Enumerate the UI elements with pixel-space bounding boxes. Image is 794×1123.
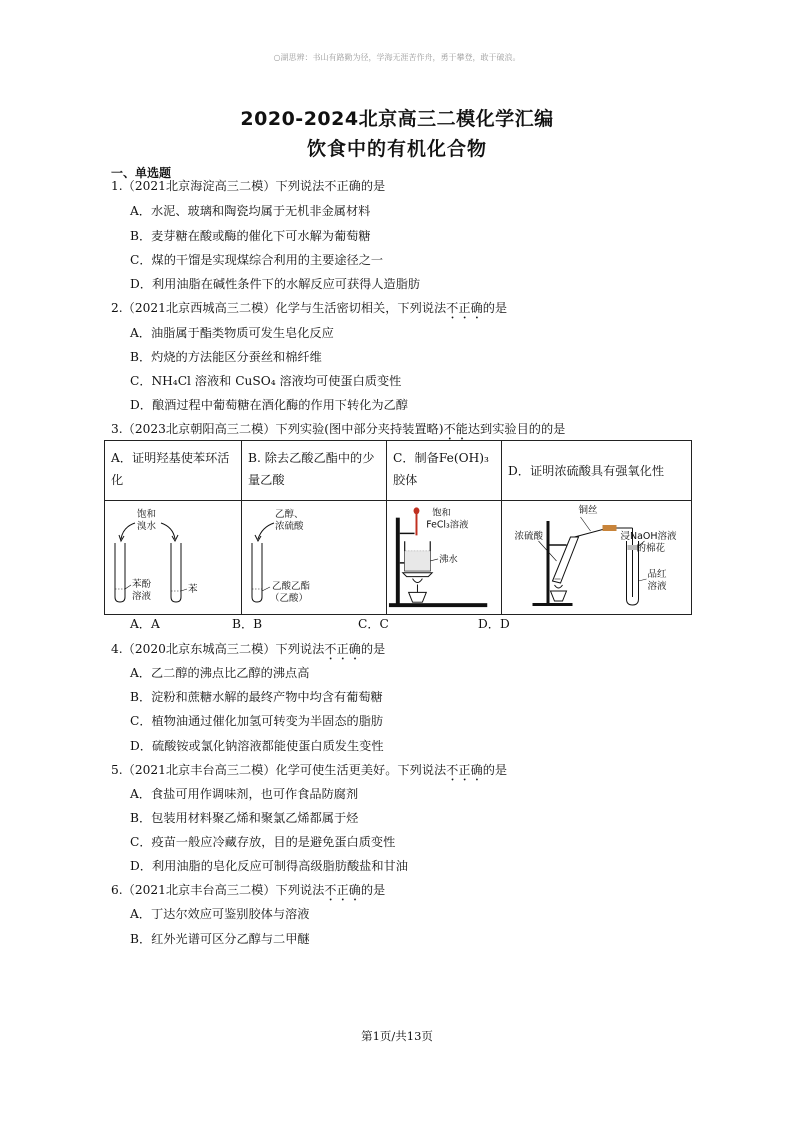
- question-1-option-a: A．水泥、玻璃和陶瓷均属于无机非金属材料: [130, 204, 371, 218]
- question-3-option-c: C．C: [358, 617, 389, 631]
- label-ethyl-acetate: 乙酸乙酯: [272, 581, 311, 593]
- question-5-option-c: C．疫苗一般应冷藏存放，目的是避免蛋白质变性: [130, 835, 396, 849]
- label-bromine-water: 溴水: [137, 521, 157, 533]
- question-5-option-a: A．食盐可用作调味剂，也可作食品防腐剂: [130, 787, 359, 801]
- question-2-stem: [111, 300, 507, 322]
- stem-text: 达到实验目的的是: [467, 422, 566, 436]
- page-number: 第1页/共13页: [361, 1029, 433, 1043]
- question-2-option-b: B．灼烧的方法能区分蚕丝和棉纤维: [130, 350, 322, 364]
- label-benzene: 苯: [188, 584, 198, 596]
- question-3-option-d: D．D: [478, 617, 510, 631]
- figure-a: [105, 501, 242, 615]
- question-6-option-b: B．红外光谱可区分乙醇与二甲醚: [130, 932, 310, 946]
- figure-d: [502, 501, 692, 615]
- test-tube-figure: [242, 501, 386, 611]
- copper-acid-setup-figure: [502, 501, 691, 611]
- emphasis-text: 不能: [443, 422, 468, 436]
- label-fecl3: FeCl₃溶液: [426, 519, 469, 531]
- document-subtitle: 饮食中的有机化合物: [306, 138, 487, 160]
- stem-text: 的是: [482, 301, 508, 315]
- label-naoh-soaked: 浸NaOH溶液: [620, 531, 677, 543]
- question-1-option-c: C．煤的干馏是实现煤综合利用的主要途径之一: [130, 253, 384, 267]
- question-3-option-a: A．A: [130, 617, 160, 631]
- question-4-option-b: B．淀粉和蔗糖水解的最终产物中均含有葡萄糖: [130, 690, 383, 704]
- experiment-table: [104, 440, 692, 615]
- test-tubes-figure: [105, 501, 241, 611]
- label-phenol: 苯酚: [132, 579, 152, 591]
- emphasis-text: 不正确: [446, 301, 483, 315]
- stem-text: 的是: [360, 642, 386, 656]
- question-6-stem: [111, 882, 385, 904]
- question-5-option-b: B．包装用材料聚乙烯和聚氯乙烯都属于烃: [130, 811, 359, 825]
- question-2-option-c: C．NH₄Cl 溶液和 CuSO₄ 溶液均可使蛋白质变性: [130, 374, 402, 388]
- stem-text: 5.（2021北京丰台高三二模）化学可使生活更美好。下列说法: [111, 763, 447, 777]
- label-solution: 溶液: [132, 591, 152, 603]
- label-magenta: 品红: [647, 569, 667, 581]
- question-3-option-b: B．B: [232, 617, 263, 631]
- label-conc-sulfuric: 浓硫酸: [514, 531, 544, 543]
- label-copper-wire: 铜丝: [578, 505, 598, 517]
- stem-text: 的是: [482, 763, 508, 777]
- question-4-option-c: C．植物油通过催化加氢可转变为半固态的脂肪: [130, 714, 384, 728]
- cell-a-label: A．证明羟基使苯环活化: [105, 441, 242, 501]
- stem-text: 2.（2021北京西城高三二模）化学与生活密切相关，下列说法: [111, 301, 447, 315]
- label-acetic-acid: （乙酸）: [270, 593, 309, 605]
- question-5-stem: [111, 762, 507, 784]
- emphasis-text: 不正确: [324, 642, 361, 656]
- document-title: 2020-2024北京高三二模化学汇编: [240, 108, 554, 130]
- cell-b-label: B. 除去乙酸乙酯中的少量乙酸: [242, 441, 387, 501]
- question-1-option-d: D．利用油脂在碱性条件下的水解反应可获得人造脂肪: [130, 277, 421, 291]
- stem-text: 3.（2023北京朝阳高三二模）下列实验(图中部分夹持装置略): [111, 422, 444, 436]
- question-2-option-d: D．酿酒过程中葡萄糖在酒化酶的作用下转化为乙醇: [130, 398, 408, 412]
- cell-c-label: C．制备Fe(OH)₃胶体: [387, 441, 502, 501]
- question-1-option-b: B．麦芽糖在酸或酶的催化下可水解为葡萄糖: [130, 229, 371, 243]
- label-conc-sulfuric: 浓硫酸: [275, 521, 304, 533]
- question-4-option-a: A．乙二醇的沸点比乙醇的沸点高: [130, 666, 310, 680]
- label-solution: 溶液: [647, 581, 667, 593]
- question-4-option-d: D．硫酸铵或氯化钠溶液都能使蛋白质发生变性: [130, 739, 384, 753]
- figure-c: [387, 501, 502, 615]
- section-heading: 一、单选题: [111, 166, 172, 180]
- beaker-setup-figure: [387, 501, 501, 611]
- question-4-stem: [111, 641, 385, 663]
- label-ethanol: 乙醇、: [275, 509, 304, 521]
- label-cotton: 的棉花: [636, 543, 666, 555]
- label-saturated: 饱和: [432, 508, 451, 520]
- question-2-option-a: A．油脂属于酯类物质可发生皂化反应: [130, 326, 334, 340]
- figure-b: [242, 501, 387, 615]
- stem-text: 4.（2020北京东城高三二模）下列说法: [111, 642, 325, 656]
- label-boiling-water: 沸水: [439, 554, 458, 566]
- emphasis-text: 不正确: [446, 763, 483, 777]
- question-5-option-d: D．利用油脂的皂化反应可制得高级脂肪酸盐和甘油: [130, 859, 408, 873]
- label-saturated: 饱和: [137, 509, 157, 521]
- watermark: ○湖思辨：书山有路勤为径，学海无涯苦作舟，勇于攀登，敢于破浪。: [273, 53, 521, 62]
- question-6-option-a: A．丁达尔效应可鉴别胶体与溶液: [130, 907, 310, 921]
- emphasis-text: 不正确: [324, 883, 361, 897]
- question-1-stem: 1.（2021北京海淀高三二模）下列说法不正确的是: [111, 179, 386, 193]
- stem-text: 的是: [360, 883, 386, 897]
- stem-text: 6.（2021北京丰台高三二模）下列说法: [111, 883, 325, 897]
- cell-d-label: D．证明浓硫酸具有强氧化性: [502, 441, 692, 501]
